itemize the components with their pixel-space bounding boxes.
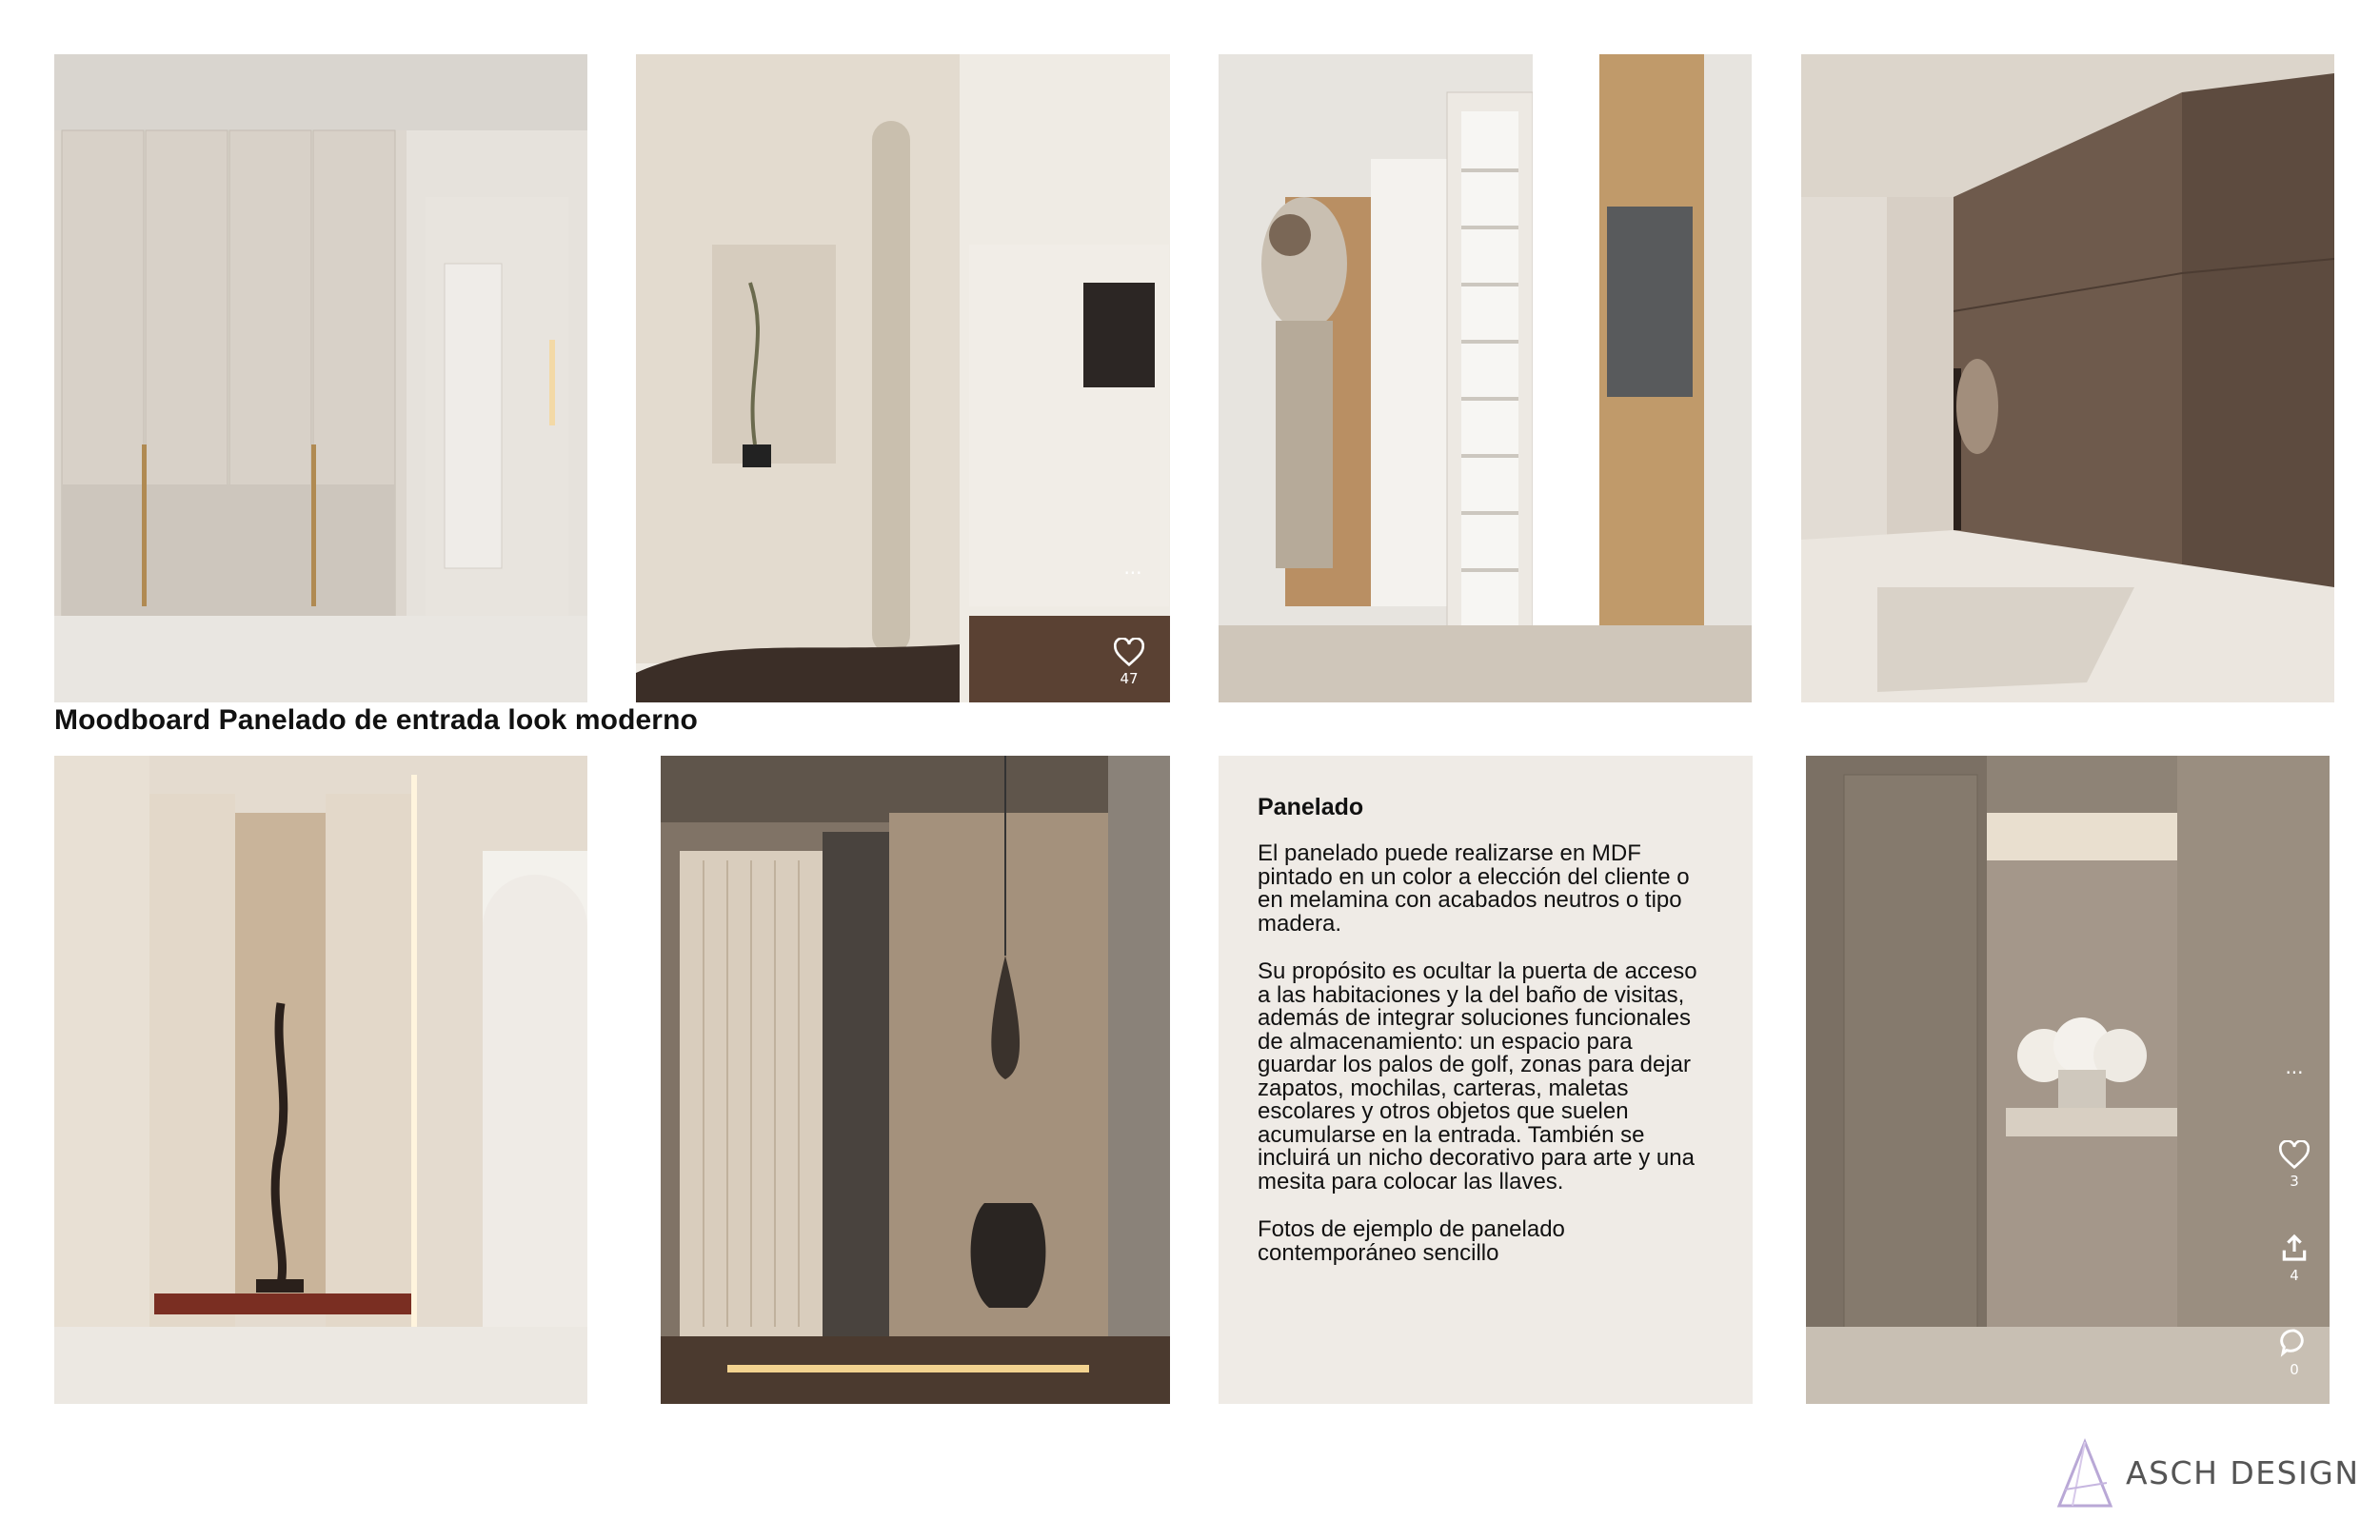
photo-grey-cabinets-flowers — [1806, 756, 2330, 1404]
photo-sculpture-niche — [54, 756, 587, 1404]
panel-paragraph-2: Su propósito es ocultar la puerta de acceso a las habitaciones y la del baño de visitas, además de integrar soluciones funcionales de almacenamiento: un espacio para guardar los palos de golf, zonas para dejar zapatos, mochilas, carteras, maletas escolares y otros objetos que suelen acumularse en la entrada. También se incluirá un nicho decorativo para arte y una mesita para colocar las llaves. — [1258, 958, 1697, 1194]
like-count: 47 — [1120, 670, 1139, 687]
share-button[interactable] — [2275, 1233, 2313, 1284]
moodboard-title: Moodboard Panelado de entrada look moderno — [54, 704, 698, 736]
panel-paragraph-3: Fotos de ejemplo de panelado contemporáneo sencillo — [1258, 1216, 1565, 1266]
more-options-icon[interactable]: ··· — [1123, 562, 1142, 584]
photo-dark-wood-corner — [1801, 54, 2334, 702]
panelado-description-card — [1219, 756, 1753, 1404]
like-button-2[interactable] — [2275, 1140, 2313, 1190]
photo-entry-cabinets — [54, 54, 587, 702]
like-button[interactable] — [1110, 638, 1148, 687]
photo-slatted-panel-pendant — [661, 756, 1170, 1404]
photo-pullout-shoe-cabinet — [1219, 54, 1752, 702]
comment-icon — [2279, 1327, 2310, 1357]
heart-icon — [1114, 638, 1144, 666]
brand-name: ASCH DESIGN — [2126, 1454, 2360, 1491]
brand-logo-mark-icon — [2052, 1437, 2118, 1513]
heart-icon — [2279, 1140, 2310, 1169]
comment-count: 0 — [2290, 1361, 2299, 1378]
share-count: 4 — [2290, 1267, 2299, 1284]
share-icon — [2279, 1233, 2310, 1263]
more-options-icon-2[interactable]: ··· — [2285, 1061, 2304, 1084]
panel-heading: Panelado — [1258, 794, 1364, 820]
photo-curved-niche-wall — [636, 54, 1170, 702]
comment-button[interactable] — [2275, 1327, 2313, 1378]
like-count-2: 3 — [2290, 1173, 2299, 1190]
panel-paragraph-1: El panelado puede realizarse en MDF pintado en un color a elección del cliente o en melamina con acabados neutros o tipo madera. — [1258, 840, 1690, 937]
